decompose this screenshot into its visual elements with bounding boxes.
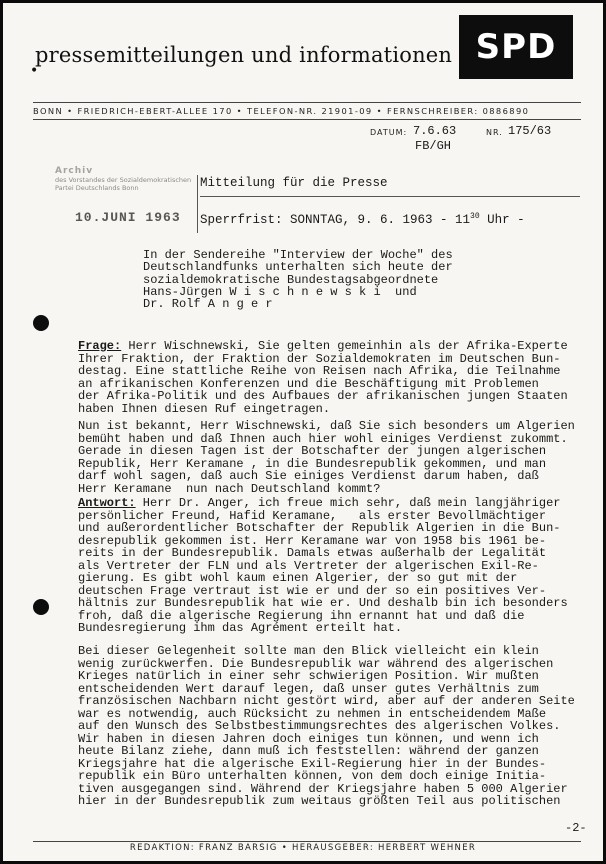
letterhead-address: BONN • FRIEDRICH-EBERT-ALLEE 170 • TELEFON-NR. 21901-09 • FERNSCHREIBER: 0886890 (33, 106, 530, 116)
footer-credits: REDAKTION: FRANZ BARSIG • HERAUSGEBER: HERBERT WEHNER (129, 843, 477, 853)
datum-value: 7.6.63 (413, 124, 457, 138)
question-paragraph (78, 340, 598, 415)
answer-paragraph (78, 497, 598, 635)
page-number: -2- (565, 821, 587, 835)
sperrfrist-minutes: 30 (470, 212, 480, 221)
question-text: Herr Wischnewski, Sie gelten gemeinhin als der Afrika-Experte Ihrer Fraktion, der Fraktion der Sozialdemokraten im Deutschen Bun- destag. Eine stattliche Reihe von Reisen nach Afrika, die Teilnahme an afrikanischen Konferenzen und die Beschäftigung mit Problemen der Afrika-Politik und des Aufbaues der afrikanischen jungen Staaten haben Ihnen diesen Ruf eingetragen. (78, 339, 568, 416)
header-rule-top (33, 102, 581, 103)
datum-label: DATUM: (370, 128, 408, 137)
header-rule-bottom (33, 119, 581, 120)
punch-hole-top (33, 315, 49, 331)
sperrfrist-end: Uhr - (479, 213, 525, 228)
document-page (3, 3, 603, 861)
sperrfrist-text: Sperrfrist: SONNTAG, 9. 6. 1963 - 11 (200, 213, 471, 228)
punch-hole-bottom (33, 599, 49, 615)
nr-value: 175/63 (508, 124, 552, 138)
footer-rule (33, 841, 581, 842)
spd-logo: SPD (459, 15, 573, 79)
stamp-title: Archiv (55, 166, 94, 176)
nr-label: NR. (486, 128, 503, 137)
intro-paragraph: In der Sendereihe "Interview der Woche" des Deutschlandfunks unterhalten sich heute der sozialdemokratische Bundestagsabgeordnete Hans-Jürgen W i s c h n e w s k i und Dr. Rolf A n g e r (143, 248, 453, 312)
author-initials: FB/GH (415, 139, 452, 153)
answer-text: Herr Dr. Anger, ich freue mich sehr, daß mein langjähriger persönlicher Freund, Hafid Keramane, als erster Bevollmächtiger und außerordentlicher Botschafter der Republik Algerien in die Bun- desrepublik gekommen ist. Herr Keramane war von 1958 bis 1961 be- reits in der Bundesrepublik. Damals etwas außerhalb der Legalität als Vertreter der FLN und als Vertreter der algerischen Exil-Re- gierung. Es gibt wohl kaum einen Algerier, der so gut mit der deutschen Frage vertraut ist wie er und der so ein positives Ver- hältnis zur Bundesrepublik hat wie er. Und deshalb bin ich besonders froh, daß die algerische Regierung ihn ernannt hat und daß die Bundesregierung ihm das Agrément erteilt hat. (78, 496, 568, 635)
question-label: Frage: (78, 339, 122, 353)
answer-label: Antwort: (78, 496, 136, 510)
mitteilung-heading: Mitteilung für die Presse (200, 176, 388, 190)
sperrfrist-line (200, 212, 525, 227)
notice-divider (197, 175, 198, 233)
stamp-date: 10.JUNI 1963 (75, 210, 181, 225)
stamp-line-3: Partei Deutschlands Bonn (55, 184, 139, 192)
stamp-line-2: des Vorstandes der Sozialdemokratischen (55, 176, 192, 184)
letterhead-title: pressemitteilungen und informationen (35, 43, 453, 67)
title-bullet: • (30, 63, 39, 79)
mitteilung-rule (200, 196, 580, 197)
question-paragraph-2: Nun ist bekannt, Herr Wischnewski, daß Sie sich besonders um Algerien bemüht haben und daß Ihnen auch hier wohl einiges Verdienst zukommt. Gerade in diesen Tagen ist der Botschafter der jungen algerischen Republik, Herr Keramane , in die Bundesrepublik gekommen, und man darf wohl sagen, daß auch Sie einiges Verdienst darum haben, daß Herr Keramane nun nach Deutschland kommt? (78, 419, 575, 496)
archive-stamp (55, 166, 195, 225)
answer-paragraph-2: Bei dieser Gelegenheit sollte man den Blick vielleicht ein klein wenig zurückwerfen. Die Bundesrepublik war während des algerischen Krieges natürlich in einer sehr schwierigen Position. Wir mußten entscheidenden Wert darauf legen, daß unser gutes Verhältnis zum französischen Nachbarn nicht gestört wird, aber auf der anderen Seite war es notwendig, auch Rücksicht zu nehmen in entscheidendem Maße auf den Wunsch des Selbstbestimmungsrechtes des algerischen Volkes. Wir haben in diesen Jahren doch einiges tun können, und wenn ich heute Bilanz ziehe, dann muß ich feststellen: während der ganzen Kriegsjahre hat die algerische Exil-Regierung hier in der Bundes- republik ein Büro unterhalten können, von dem doch einige Initia- tiven ausgegangen sind. Während der Kriegsjahre haben 5 000 Algerier hier in der Bundesrepublik zum weitaus größten Teil aus politischen (78, 644, 575, 808)
